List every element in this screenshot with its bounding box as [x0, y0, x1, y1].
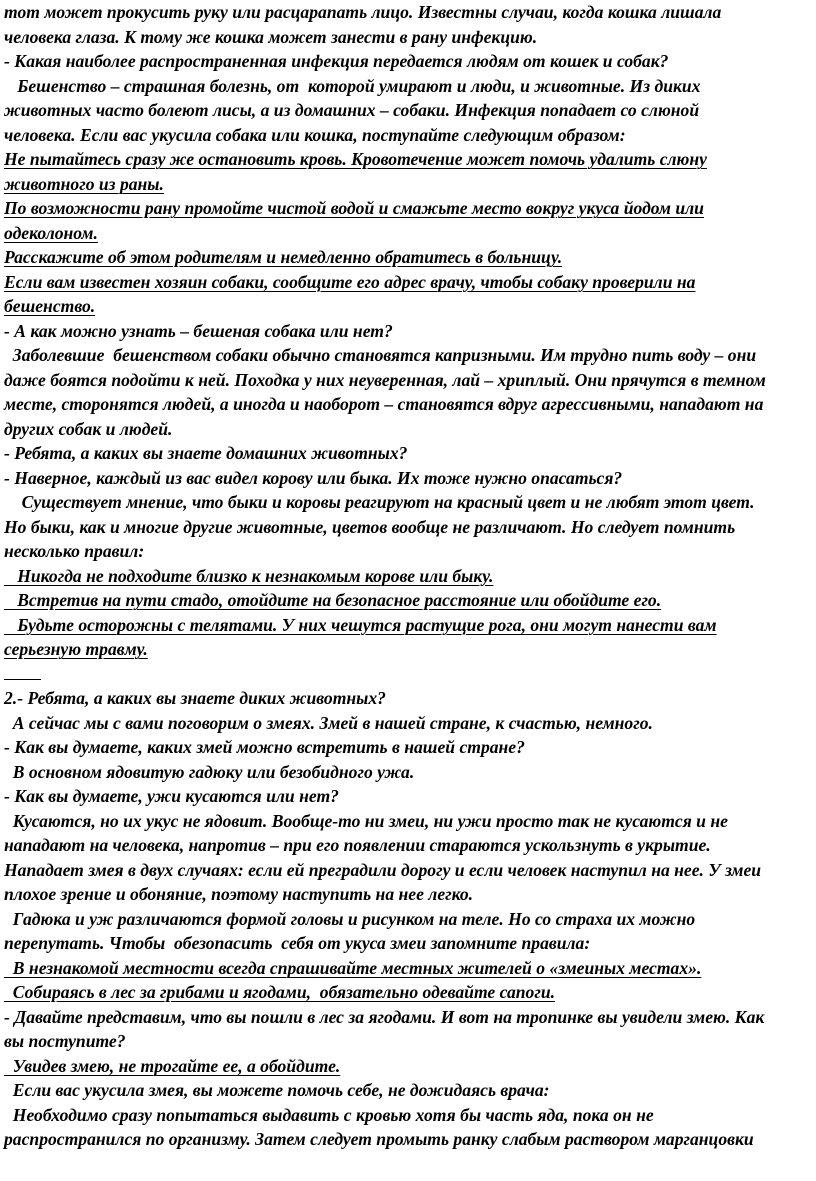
text-line-4: Бешенство – страшная болезнь, от которой умирают и люди, и животные. Из диких: [4, 75, 701, 96]
text-line-18: других собак и людей.: [4, 418, 173, 439]
rule-line-2: животного из раны.: [4, 173, 164, 194]
text-line-3: - Какая наиболее распространенная инфекция передается людям от кошек и собак?: [4, 51, 669, 71]
text-line-46: распространился по организму. Затем следует промыть ранку слабым раствором марганцовки: [4, 1129, 754, 1149]
text-line-30: - Как вы думаете, каких змей можно встретить в нашей стране?: [4, 737, 525, 757]
text-line-16: даже боятся подойти к ней. Походка у них неуверенная, лай – хриплый. Они прячутся в темном: [4, 369, 766, 390]
text-line-42: вы поступите?: [4, 1031, 126, 1051]
text-line-34: нападают на человека, напротив – при его появлении стараются ускользнуть в укрытие.: [4, 835, 711, 855]
rule-line-8: Никогда не подходите близко к незнакомым корове или быку.: [4, 565, 494, 586]
rule-line-5: Расскажите об этом родителям и немедленно обратитесь в больницу.: [4, 247, 563, 267]
text-line-44: Если вас укусила змея, вы можете помочь себе, не дожидаясь врача:: [4, 1080, 550, 1100]
text-line-20: - Наверное, каждый из вас видел корову или быка. Их тоже нужно опасаться?: [4, 467, 623, 488]
text-line-14: - А как можно узнать – бешеная собака или нет?: [4, 320, 393, 341]
rule-line-13: Собираясь в лес за грибами и ягодами, обязательно одевайте сапоги.: [4, 982, 556, 1002]
text-line-35: Нападает змея в двух случаях: если ей преградили дорогу и если человек наступил на нее. У змеи: [4, 859, 762, 880]
rule-line-1: Не пытайтесь сразу же остановить кровь. Кровотечение может помочь удалить слюну: [4, 149, 707, 169]
document-page: [4, 0, 812, 1152]
text-line-31: В основном ядовитую гадюку или безобидного ужа.: [4, 761, 415, 782]
short-rule: [4, 662, 41, 680]
text-line-1: тот может прокусить руку или расцарапать лицо. Известны случаи, когда кошка лишала: [4, 2, 722, 22]
rule-line-14: Увидев змею, не трогайте ее, а обойдите.: [4, 1055, 341, 1076]
text-line-32: - Как вы думаете, ужи кусаются или нет?: [4, 786, 339, 806]
rule-line-11: серьезную травму.: [4, 639, 148, 659]
text-line-28: 2.- Ребята, а каких вы знаете диких животных?: [4, 688, 386, 708]
text-line-45: Необходимо сразу попытаться выдавить с кровью хотя бы часть яда, пока он не: [4, 1104, 654, 1125]
text-line-33: Кусаются, но их укус не ядовит. Вообще-то ни змеи, ни ужи просто так не кусаются и не: [4, 810, 728, 831]
rule-line-9: Встретив на пути стадо, отойдите на безопасное расстояние или обойдите его.: [4, 590, 662, 610]
rule-line-3: По возможности рану промойте чистой водой и смажьте место вокруг укуса йодом или: [4, 198, 704, 218]
text-line-17: месте, сторонятся людей, а иногда и наоборот – становятся вдруг агрессивными, нападают на: [4, 394, 764, 414]
text-line-37: Гадюка и уж различаются формой головы и рисунком на теле. Но со страха их можно: [4, 908, 696, 929]
text-line-19: - Ребята, а каких вы знаете домашних животных?: [4, 443, 408, 463]
rule-line-6: Если вам известен хозяин собаки, сообщите его адрес врачу, чтобы собаку проверили на: [4, 271, 696, 292]
text-line-6: человека. Если вас укусила собака или кошка, поступайте следующим образом:: [4, 124, 626, 145]
rule-line-7: бешенство.: [4, 296, 96, 316]
rule-line-10: Будьте осторожны с телятами. У них чешутся растущие рога, они могут нанести вам: [4, 614, 717, 635]
text-line-38: перепутать. Чтобы обезопасить себя от укуса змеи запомните правила:: [4, 933, 591, 953]
separator-line: [4, 662, 812, 687]
text-line-22: Но быки, как и многие другие животные, цветов вообще не различают. Но следует помнить: [4, 516, 736, 537]
rule-line-12: В незнакомой местности всегда спрашивайте местных жителей о «змеиных местах».: [4, 957, 702, 978]
text-line-23: несколько правил:: [4, 541, 145, 561]
rule-line-4: одеколоном.: [4, 222, 98, 243]
text-line-29: А сейчас мы с вами поговорим о змеях. Змей в нашей стране, к счастью, немного.: [4, 712, 653, 733]
text-line-41: - Давайте представим, что вы пошли в лес за ягодами. И вот на тропинке вы увидели змею. Как: [4, 1006, 765, 1027]
text-line-15: Заболевшие бешенством собаки обычно становятся капризными. Им трудно пить воду – они: [4, 345, 757, 365]
text-line-2: человека глаза. К тому же кошка может занести в рану инфекцию.: [4, 26, 538, 47]
text-line-5: животных часто болеют лисы, а из домашних – собаки. Инфекция попадает со слюной: [4, 100, 700, 120]
text-line-36: плохое зрение и обоняние, поэтому наступить на нее легко.: [4, 884, 474, 904]
text-line-21: Существует мнение, что быки и коровы реагируют на красный цвет и не любят этот цвет.: [4, 492, 755, 512]
